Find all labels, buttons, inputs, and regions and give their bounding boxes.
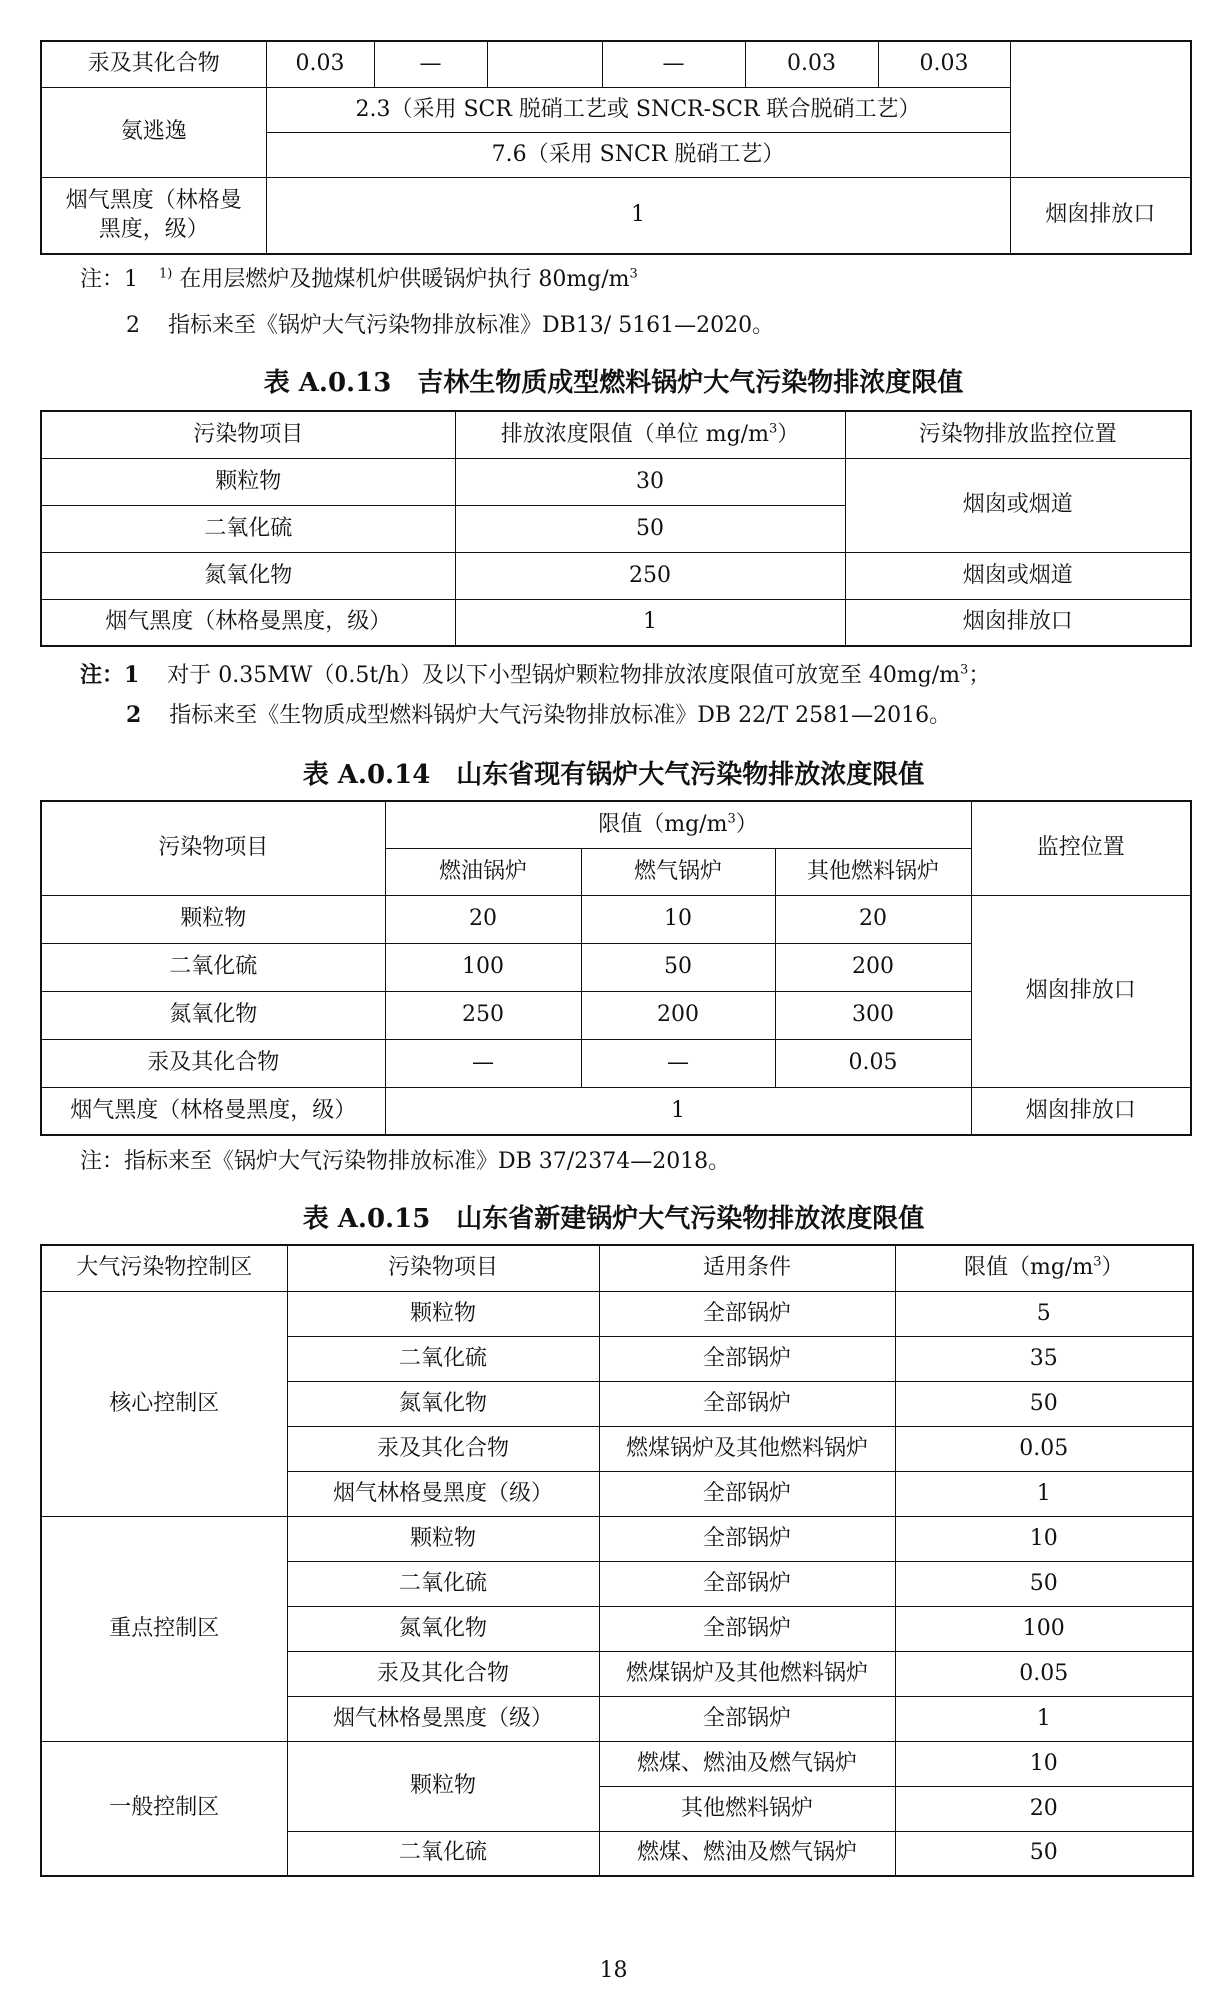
table-cell: 汞及其化合物 bbox=[287, 1651, 599, 1696]
table-cell: 颗粒物 bbox=[41, 895, 385, 943]
table-cell: 二氧化硫 bbox=[41, 943, 385, 991]
table-cell: 全部锅炉 bbox=[599, 1606, 895, 1651]
note-line: 注：1 对于 0.35MW（0.5t/h）及以下小型锅炉颗粒物排放浓度限值可放宽至 $40mg/m^3$； bbox=[80, 662, 991, 688]
table-cell: 颗粒物 bbox=[287, 1516, 599, 1561]
note-line: 2 指标来至《锅炉大气污染物排放标准》DB13/ 5161—2020。 bbox=[126, 313, 775, 338]
table-cell: 汞及其化合物 bbox=[41, 41, 266, 87]
table-cell: 200 bbox=[775, 943, 971, 991]
note-line: 注：1 $^{1)}$ 在用层燃炉及抛煤机炉供暖锅炉执行 $80mg/m^3$ bbox=[80, 266, 638, 292]
table-cell: 20 bbox=[775, 895, 971, 943]
column-header: 污染物项目 bbox=[287, 1245, 599, 1291]
column-header: 污染物项目 bbox=[41, 411, 455, 458]
table-cell: 氮氧化物 bbox=[41, 991, 385, 1039]
table-cell: 300 bbox=[775, 991, 971, 1039]
table-cell: 250 bbox=[455, 552, 845, 599]
table-cell: 50 bbox=[455, 505, 845, 552]
zone-cell: 重点控制区 bbox=[41, 1516, 287, 1741]
table-cell: 200 bbox=[581, 991, 775, 1039]
table-cell: 烟囱排放口 bbox=[971, 895, 1191, 1087]
table-cell: 颗粒物 bbox=[287, 1291, 599, 1336]
table-cell bbox=[1010, 41, 1191, 177]
column-header: 污染物排放监控位置 bbox=[845, 411, 1191, 458]
table-cell: 10 bbox=[895, 1516, 1193, 1561]
page-number: 18 bbox=[599, 1958, 628, 1983]
table-cell: 全部锅炉 bbox=[599, 1381, 895, 1426]
table-cell: 100 bbox=[895, 1606, 1193, 1651]
table-cell: 1 bbox=[385, 1087, 971, 1135]
table-a013 bbox=[40, 410, 1192, 647]
table-cell: 燃煤、燃油及燃气锅炉 bbox=[599, 1831, 895, 1876]
table-cell: 全部锅炉 bbox=[599, 1291, 895, 1336]
table-cell: 0.05 bbox=[895, 1426, 1193, 1471]
table-cell: 全部锅炉 bbox=[599, 1561, 895, 1606]
column-header: 燃气锅炉 bbox=[581, 848, 775, 895]
table-cell: 20 bbox=[895, 1786, 1193, 1831]
table-cell: 烟气林格曼黑度（级） bbox=[287, 1471, 599, 1516]
column-header: 适用条件 bbox=[599, 1245, 895, 1291]
table-cell: 10 bbox=[581, 895, 775, 943]
table-title: 表 A.0.13 吉林生物质成型燃料锅炉大气污染物排浓度限值 bbox=[263, 368, 964, 398]
table-cell: 20 bbox=[385, 895, 581, 943]
column-header: 监控位置 bbox=[971, 801, 1191, 895]
table-cell: 氨逃逸 bbox=[41, 87, 266, 177]
table-cell bbox=[487, 41, 602, 87]
table-cell: 氮氧化物 bbox=[41, 552, 455, 599]
cell-line: 烟气黑度（林格曼 bbox=[65, 187, 242, 213]
table-cell: 其他燃料锅炉 bbox=[599, 1786, 895, 1831]
table-cell: 烟气林格曼黑度（级） bbox=[287, 1696, 599, 1741]
table-cell: 颗粒物 bbox=[41, 458, 455, 505]
table-cell: 烟囱排放口 bbox=[845, 599, 1191, 646]
table-cell: — bbox=[374, 41, 487, 87]
table-cell: 50 bbox=[581, 943, 775, 991]
table-cell: 1 bbox=[455, 599, 845, 646]
table-cell: 7.6（采用 SNCR 脱硝工艺） bbox=[266, 132, 1010, 177]
table-cell: 35 bbox=[895, 1336, 1193, 1381]
table-cell: 1 bbox=[895, 1471, 1193, 1516]
table-cell: 0.05 bbox=[775, 1039, 971, 1087]
table-cell: 10 bbox=[895, 1741, 1193, 1786]
column-header: 燃油锅炉 bbox=[385, 848, 581, 895]
table-cell: 二氧化硫 bbox=[287, 1336, 599, 1381]
table-cell bbox=[41, 177, 266, 254]
table-cell: 0.03 bbox=[266, 41, 374, 87]
table-cell: 全部锅炉 bbox=[599, 1471, 895, 1516]
table-cell: 5 bbox=[895, 1291, 1193, 1336]
table-cell: 烟囱或烟道 bbox=[845, 458, 1191, 552]
table-cell: 二氧化硫 bbox=[287, 1831, 599, 1876]
table-cell: 氮氧化物 bbox=[287, 1606, 599, 1651]
column-header: 排放浓度限值（单位 $mg/m^3$） bbox=[455, 411, 845, 458]
table-cell: 全部锅炉 bbox=[599, 1516, 895, 1561]
table-cell: 燃煤、燃油及燃气锅炉 bbox=[599, 1741, 895, 1786]
column-header: 污染物项目 bbox=[41, 801, 385, 895]
table-cell: 全部锅炉 bbox=[599, 1696, 895, 1741]
table-cell: 1 bbox=[895, 1696, 1193, 1741]
table-cell: 0.05 bbox=[895, 1651, 1193, 1696]
table-title: 表 A.0.15 山东省新建锅炉大气污染物排放浓度限值 bbox=[302, 1204, 925, 1234]
table-cell: 0.03 bbox=[878, 41, 1010, 87]
top-table bbox=[40, 40, 1192, 255]
table-cell: 二氧化硫 bbox=[287, 1561, 599, 1606]
column-header: 大气污染物控制区 bbox=[41, 1245, 287, 1291]
zone-cell: 一般控制区 bbox=[41, 1741, 287, 1876]
column-header: 限值$(mg/m^3)$ bbox=[385, 801, 971, 848]
table-cell: — bbox=[602, 41, 745, 87]
table-cell: 烟囱或烟道 bbox=[845, 552, 1191, 599]
note-line: 注：指标来至《锅炉大气污染物排放标准》DB 37/2374—2018。 bbox=[80, 1149, 731, 1174]
table-cell: 30 bbox=[455, 458, 845, 505]
cell-line: 黑度，级） bbox=[98, 217, 209, 243]
table-cell: 燃煤锅炉及其他燃料锅炉 bbox=[599, 1651, 895, 1696]
table-cell: 汞及其化合物 bbox=[287, 1426, 599, 1471]
note-line: 2 指标来至《生物质成型燃料锅炉大气污染物排放标准》DB 22/T 2581—2016。 bbox=[126, 702, 952, 728]
table-title: 表 A.0.14 山东省现有锅炉大气污染物排放浓度限值 bbox=[302, 760, 925, 790]
table-cell: 1 bbox=[266, 177, 1010, 254]
table-cell: 烟气黑度（林格曼黑度，级） bbox=[41, 1087, 385, 1135]
table-cell: — bbox=[581, 1039, 775, 1087]
table-cell: 烟囱排放口 bbox=[971, 1087, 1191, 1135]
zone-cell: 核心控制区 bbox=[41, 1291, 287, 1516]
table-cell: 50 bbox=[895, 1561, 1193, 1606]
column-header: 限值$(mg/m^3)$ bbox=[895, 1245, 1193, 1291]
table-cell: 烟气黑度（林格曼黑度，级） bbox=[41, 599, 455, 646]
table-cell: 50 bbox=[895, 1831, 1193, 1876]
table-cell: 烟囱排放口 bbox=[1010, 177, 1191, 254]
table-cell: 2.3（采用 SCR 脱硝工艺或 SNCR-SCR 联合脱硝工艺） bbox=[266, 87, 1010, 132]
table-cell: 250 bbox=[385, 991, 581, 1039]
table-cell: 氮氧化物 bbox=[287, 1381, 599, 1426]
table-cell: 二氧化硫 bbox=[41, 505, 455, 552]
table-cell: 全部锅炉 bbox=[599, 1336, 895, 1381]
table-cell: — bbox=[385, 1039, 581, 1087]
table-cell: 100 bbox=[385, 943, 581, 991]
table-cell: 0.03 bbox=[745, 41, 878, 87]
table-a015 bbox=[40, 1244, 1194, 1877]
table-cell: 颗粒物 bbox=[287, 1741, 599, 1831]
table-cell: 燃煤锅炉及其他燃料锅炉 bbox=[599, 1426, 895, 1471]
column-header: 其他燃料锅炉 bbox=[775, 848, 971, 895]
table-cell: 50 bbox=[895, 1381, 1193, 1426]
table-cell: 汞及其化合物 bbox=[41, 1039, 385, 1087]
table-a014 bbox=[40, 800, 1192, 1136]
